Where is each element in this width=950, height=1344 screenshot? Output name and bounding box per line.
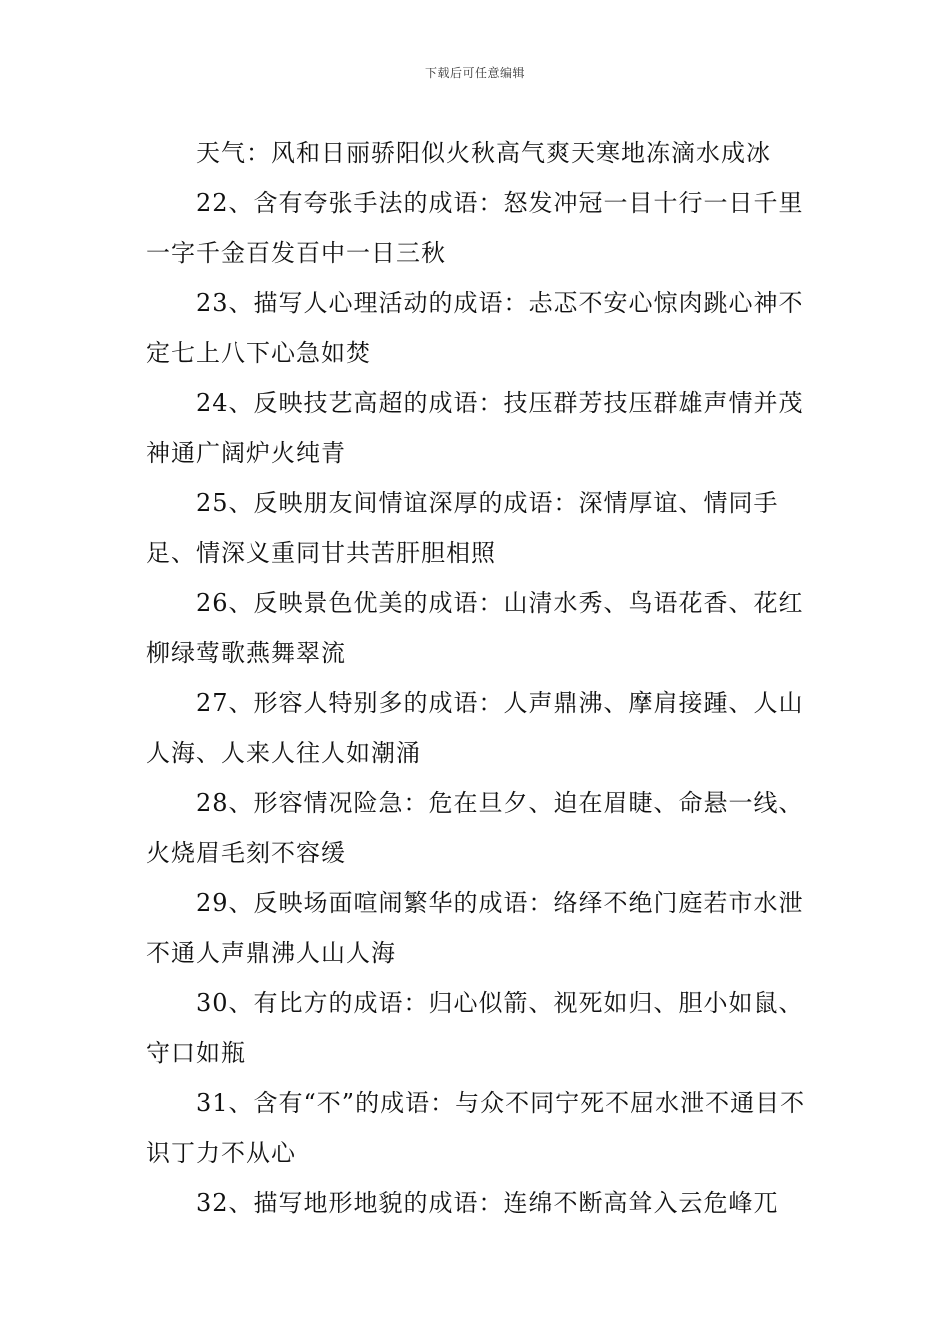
paragraph-27: 27、形容人特别多的成语：人声鼎沸、摩肩接踵、人山人海、人来人往人如潮涌 — [146, 689, 804, 767]
paragraph-30: 30、有比方的成语：归心似箭、视死如归、胆小如鼠、守口如瓶 — [146, 989, 804, 1067]
paragraph-32: 32、描写地形地貌的成语：连绵不断高耸入云危峰兀 — [196, 1189, 779, 1217]
paragraph-24: 24、反映技艺高超的成语：技压群芳技压群雄声情并茂神通广阔炉火纯青 — [146, 389, 804, 467]
paragraph-31: 31、含有“不”的成语：与众不同宁死不屈水泄不通目不识丁力不从心 — [146, 1089, 806, 1167]
paragraph-23: 23、描写人心理活动的成语：忐忑不安心惊肉跳心神不定七上八下心急如焚 — [146, 289, 804, 367]
page-header: 下载后可任意编辑 — [424, 66, 525, 80]
paragraph-28: 28、形容情况险急：危在旦夕、迫在眉睫、命悬一线、火烧眉毛刻不容缓 — [146, 789, 804, 867]
paragraph-26: 26、反映景色优美的成语：山清水秀、鸟语花香、花红柳绿莺歌燕舞翠流 — [146, 589, 804, 667]
paragraph-weather: 天气：风和日丽骄阳似火秋高气爽天寒地冻滴水成冰 — [196, 139, 771, 167]
paragraph-29: 29、反映场面喧闹繁华的成语：络绎不绝门庭若市水泄不通人声鼎沸人山人海 — [146, 889, 804, 967]
document-body — [146, 128, 826, 1228]
paragraph-25: 25、反映朋友间情谊深厚的成语：深情厚谊、情同手足、情深义重同甘共苦肝胆相照 — [146, 489, 779, 567]
paragraph-22: 22、含有夸张手法的成语：怒发冲冠一目十行一日千里一字千金百发百中一日三秋 — [146, 189, 804, 267]
